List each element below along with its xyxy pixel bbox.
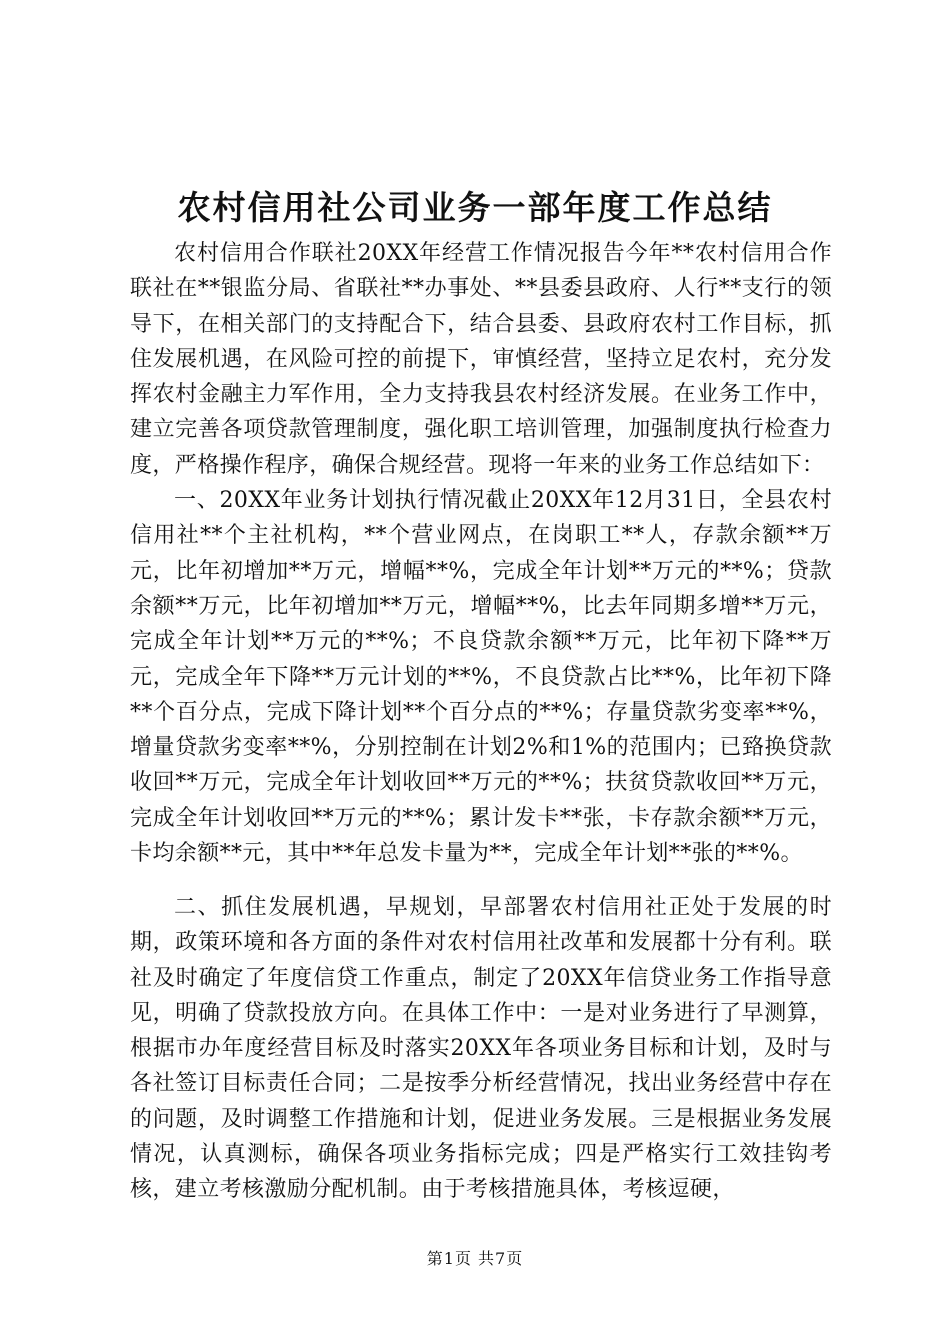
paragraph-section-2: 二、抓住发展机遇，早规划，早部署农村信用社正处于发展的时期，政策环境和各方面的条件对农村信用社改革和发展都十分有利。联社及时确定了年度信贷工作重点，制定了20XX年信贷业务工作指导意见，明确了贷款投放方向。在具体工作中：一是对业务进行了早测算，根据市办年度经营目标及时落实20XX年各项业务目标和计划，及时与各社签订目标责任合同；二是按季分析经营情况，找出业务经营中存在的问题，及时调整工作措施和计划，促进业务发展。三是根据业务发展情况，认真测标，确保各项业务指标完成；四是严格实行工效挂钩考核，建立考核激励分配机制。由于考核措施具体，考核逗硬， (130, 895, 832, 1203)
document-body-top (130, 236, 832, 871)
document-body-bottom (130, 890, 832, 1208)
paragraph-section-1: 一、20XX年业务计划执行情况截止20XX年12月31日，全县农村信用社**个主社机构，**个营业网点，在岗职工**人，存款余额**万元，比年初增加**万元，增幅**%，完成全年计划**万元的**%；贷款余额**万元，比年初增加**万元，增幅**%，比去年同期多增**万元，完成全年计划**万元的**%；不良贷款余额**万元，比年初下降**万元，完成全年下降**万元计划的**%，不良贷款占比**%，比年初下降**个百分点，完成下降计划**个百分点的**%；存量贷款劣变率**%，增量贷款劣变率**%，分别控制在计划2%和1%的范围内；已臵换贷款收回**万元，完成全年计划收回**万元的**%；扶贫贷款收回**万元，完成全年计划收回**万元的**%；累计发卡**张，卡存款余额**万元，卡均余额**元，其中**年总发卡量为**，完成全年计划**张的**%。 (130, 488, 832, 867)
paragraph-intro: 农村信用合作联社20XX年经营工作情况报告今年**农村信用合作联社在**银监分局、省联社**办事处、**县委县政府、人行**支行的领导下，在相关部门的支持配合下，结合县委、县政府农村工作目标，抓住发展机遇，在风险可控的前提下，审慎经营，坚持立足农村，充分发挥农村金融主力军作用，全力支持我县农村经济发展。在业务工作中，建立完善各项贷款管理制度，强化职工培训管理，加强制度执行检查力度，严格操作程序，确保合规经营。现将一年来的业务工作总结如下： (130, 241, 832, 478)
document-title: 农村信用社公司业务一部年度工作总结 (177, 188, 773, 227)
page-footer: 第1页 共7页 (426, 1249, 524, 1268)
